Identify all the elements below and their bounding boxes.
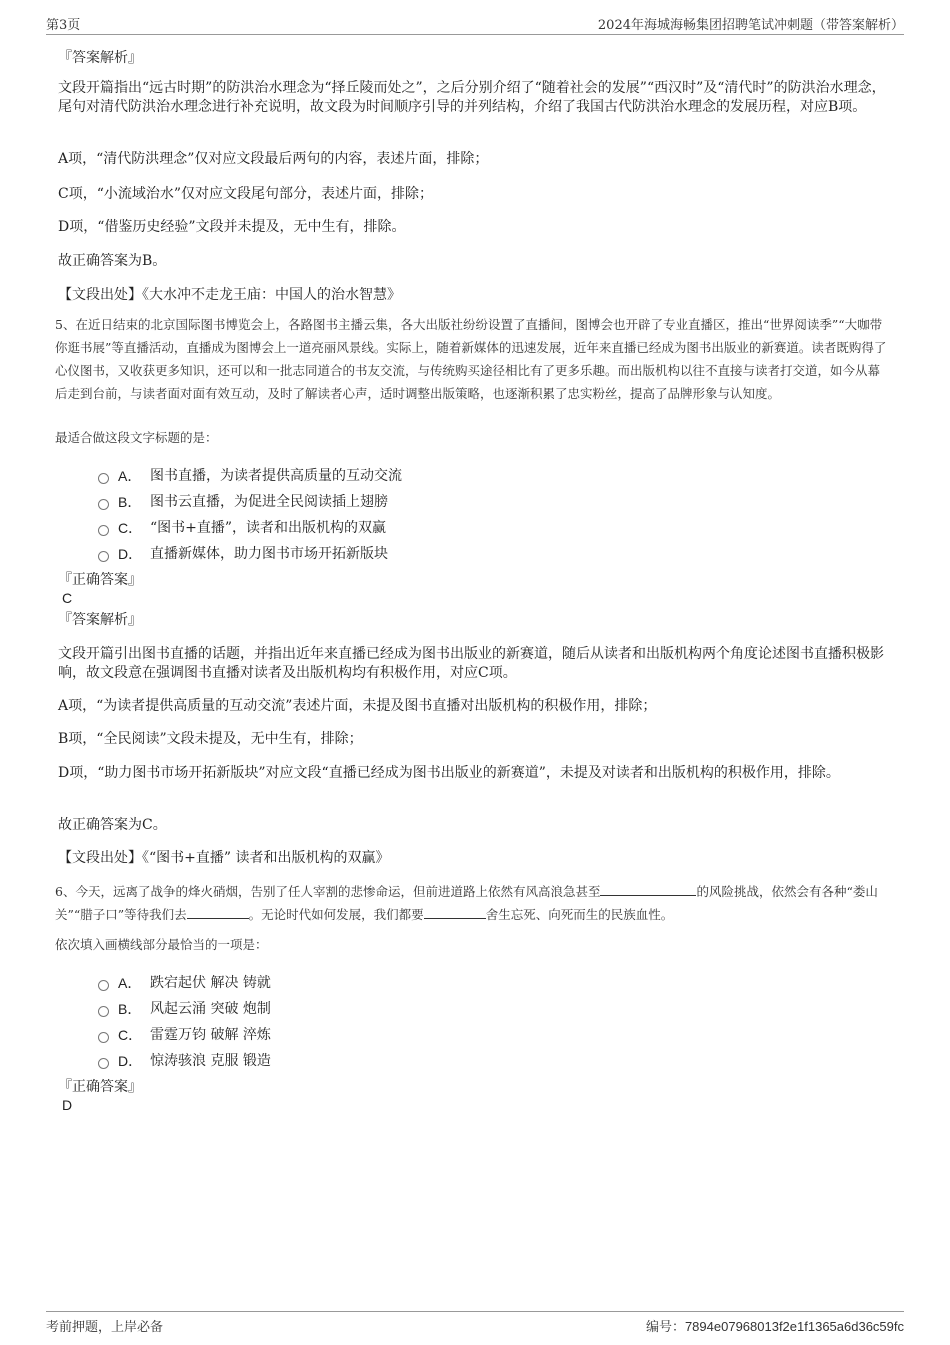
document-title: 2024年海城海畅集团招聘笔试冲刺题（带答案解析） (597, 18, 904, 33)
option-letter: A． (118, 468, 142, 484)
option-text: 跌宕起伏 解决 铸就 (150, 975, 271, 991)
q6-option-c[interactable] (98, 1022, 271, 1048)
document-id: 编号：7894e07968013f2e1f1365a6d36c59fc (645, 1319, 904, 1334)
q5-option-b-note: B项，“全民阅读”文段未提及，无中生有，排除； (58, 731, 363, 747)
page-header (46, 12, 904, 35)
option-text: 雷霆万钧 破解 淬炼 (150, 1027, 271, 1043)
q5-source: 【文段出处】《“图书+直播” 读者和出版机构的双赢》 (58, 850, 390, 866)
option-text: 惊涛骇浪 克服 锻造 (150, 1053, 271, 1069)
q6-option-a[interactable] (98, 970, 271, 996)
option-letter: A． (118, 975, 142, 991)
q5-options (98, 463, 402, 567)
prev-source: 【文段出处】《大水冲不走龙王庙：中国人的治水智慧》 (58, 287, 401, 303)
q5-analysis-label: 『答案解析』 (58, 612, 142, 628)
prev-conclusion: 故正确答案为B。 (58, 253, 167, 269)
blank-2 (187, 905, 249, 919)
q6-options (98, 970, 271, 1074)
prev-option-a-note: A项，“清代防洪理念”仅对应文段最后两句的内容，表述片面，排除； (58, 151, 489, 167)
q5-answer: C (62, 590, 73, 606)
q6-option-b[interactable] (98, 996, 271, 1022)
q5-answer-label: 『正确答案』 (58, 572, 142, 588)
page-number: 第3页 (46, 18, 81, 33)
option-letter: B． (118, 1001, 142, 1017)
q5-option-a[interactable] (98, 463, 402, 489)
radio-icon[interactable] (98, 1006, 109, 1017)
q6-prompt: 依次填入画横线部分最恰当的一项是： (55, 937, 268, 952)
q5-analysis-text: 文段开篇引出图书直播的话题，并指出近年来直播已经成为图书出版业的新赛道，随后从读者和出版机构两个角度论述图书直播积极影响，故文段意在强调图书直播对读者及出版机构均有积极作用，对应C项。 (58, 646, 884, 681)
q5-conclusion: 故正确答案为C。 (58, 817, 167, 833)
q5-option-c[interactable] (98, 515, 402, 541)
blank-3 (424, 905, 486, 919)
option-letter: D． (118, 1053, 143, 1069)
q5-option-a-note: A项，“为读者提供高质量的互动交流”表述片面，未提及图书直播对出版机构的积极作用，排除； (58, 698, 657, 714)
q6-option-d[interactable] (98, 1048, 271, 1074)
option-text: “图书+直播”，读者和出版机构的双赢 (150, 520, 387, 536)
q6-stem: 6、今天，远离了战争的烽火硝烟，告别了任人宰割的悲惨命运，但前进道路上依然有风高浪急甚至 的风险挑战，依然会有各种“娄山关”“腊子口”等待我们去 。无论时代如何发展，我们都要 舍生忘死、向死而生的民族血性。 (55, 884, 878, 922)
radio-icon[interactable] (98, 525, 109, 536)
prev-option-d-note: D项，“借鉴历史经验”文段并未提及，无中生有，排除。 (58, 219, 406, 235)
option-letter: C． (118, 520, 143, 536)
radio-icon[interactable] (98, 473, 109, 484)
prev-option-c-note: C项，“小流域治水”仅对应文段尾句部分，表述片面，排除； (58, 186, 434, 202)
option-text: 图书云直播，为促进全民阅读插上翅膀 (150, 494, 388, 510)
option-letter: B． (118, 494, 142, 510)
q6-answer: D (62, 1097, 73, 1113)
radio-icon[interactable] (98, 551, 109, 562)
q6-answer-label: 『正确答案』 (58, 1079, 142, 1095)
q5-option-b[interactable] (98, 489, 402, 515)
q5-option-d-note: D项，“助力图书市场开拓新版块”对应文段“直播已经成为图书出版业的新赛道”，未提及对读者和出版机构的积极作用，排除。 (58, 765, 840, 781)
q5-stem: 5、在近日结束的北京国际图书博览会上，各路图书主播云集，各大出版社纷纷设置了直播间，图博会也开辟了专业直播区，推出“世界阅读季”“大咖带你逛书展”等直播活动，直播成为图博会上一道亮丽风景线。实际上，随着新媒体的迅速发展，近年来直播已经成为图书出版业的新赛道。读者既购得了心仪图书，又收获更多知识，还可以和一批志同道合的书友交流，与传统购买途径相比有了更多乐趣。而出版机构以往不直接与读者打交道，如今从幕后走到台前，与读者面对面有效互动，及时了解读者心声，适时调整出版策略，也逐渐积累了忠实粉丝，提高了品牌形象与认知度。 (55, 317, 887, 401)
q5-prompt: 最适合做这段文字标题的是： (55, 430, 218, 445)
prev-analysis-text: 文段开篇指出“远古时期”的防洪治水理念为“择丘陵而处之”，之后分别介绍了“随着社会的发展”“西汉时”及“清代时”的防洪治水理念，尾句对清代防洪治水理念进行补充说明，故文段为时间顺序引导的并列结构，介绍了我国古代防洪治水理念的发展历程，对应B项。 (58, 80, 886, 115)
option-text: 直播新媒体，助力图书市场开拓新版块 (150, 546, 388, 562)
q5-option-d[interactable] (98, 541, 402, 567)
option-text: 风起云涌 突破 炮制 (150, 1001, 271, 1017)
prev-analysis-label: 『答案解析』 (58, 50, 142, 66)
footer-slogan: 考前押题，上岸必备 (46, 1320, 164, 1335)
page-footer (46, 1311, 904, 1336)
radio-icon[interactable] (98, 980, 109, 991)
option-letter: C． (118, 1027, 143, 1043)
option-text: 图书直播，为读者提供高质量的互动交流 (150, 468, 402, 484)
radio-icon[interactable] (98, 499, 109, 510)
blank-1 (600, 882, 696, 896)
radio-icon[interactable] (98, 1058, 109, 1069)
radio-icon[interactable] (98, 1032, 109, 1043)
option-letter: D． (118, 546, 143, 562)
